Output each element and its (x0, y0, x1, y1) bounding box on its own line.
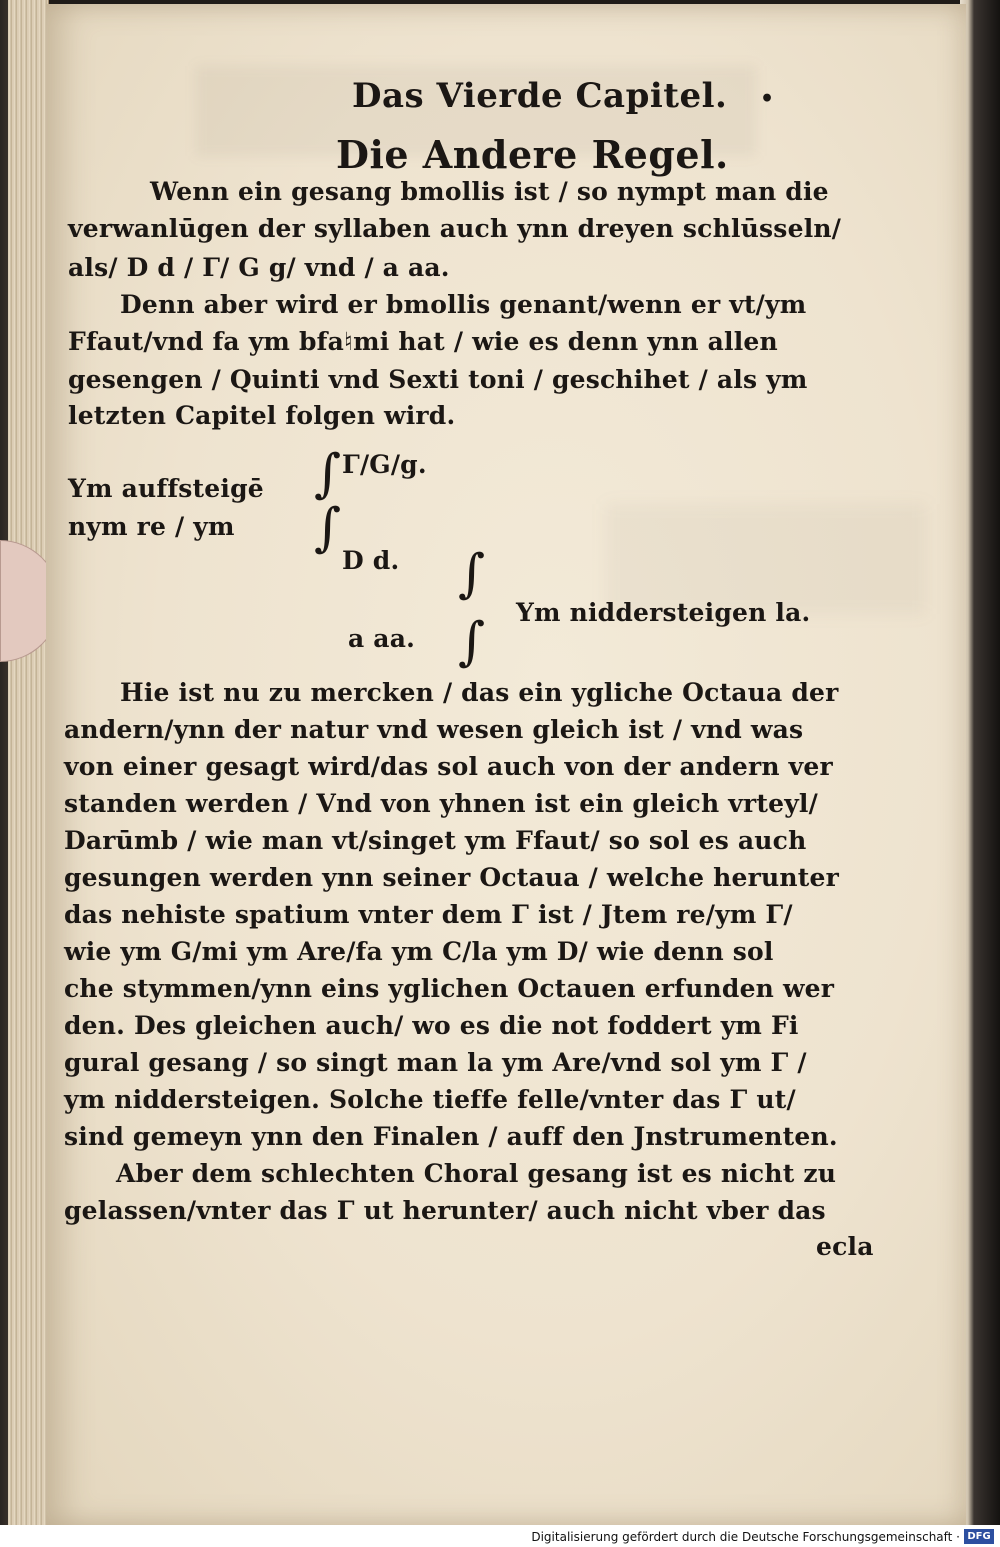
rule-heading: Die Andere Regel. (336, 132, 729, 177)
para2-line3: gesengen / Quinti vnd Sexti toni / geschihet / als ym (68, 365, 808, 394)
para3-line3: von einer gesagt wird/das sol auch von der andern ver (64, 752, 833, 781)
diagram-left-label-2: nym re / ym (68, 512, 235, 541)
diagram-lower-item: a aa. (348, 624, 416, 653)
brace-lower-left: ∫ (314, 498, 342, 558)
para2-line2: Ffaut/vnd fa ym bfa♮mi hat / wie es denn ynn allen (68, 327, 778, 356)
para3-line4: standen werden / Vnd von yhnen ist ein gleich vrteyl/ (64, 789, 818, 818)
para4-line1: Aber dem schlechten Choral gesang ist es nicht zu (116, 1159, 837, 1188)
para3-line8: wie ym G/mi ym Are/fa ym C/la ym D/ wie denn sol (64, 937, 774, 966)
para3-line1: Hie ist nu zu mercken / das ein ygliche Octaua der (120, 678, 839, 707)
book-page (46, 4, 966, 1526)
chapter-heading: Das Vierde Capitel. (352, 76, 728, 116)
para2-line1: Denn aber wird er bmollis genant/wenn er vt/ym (120, 290, 807, 319)
para3-line9: che stymmen/ynn eins yglichen Octauen erfunden wer (64, 974, 835, 1003)
footer-bar (0, 1525, 1000, 1547)
para3-line10: den. Des gleichen auch/ wo es die not foddert ym Fi (64, 1011, 799, 1040)
para1-line3: als/ D d / Γ/ G g/ vnd / a aa. (68, 253, 450, 282)
catchword: ecla (816, 1232, 874, 1261)
para2-line4: letzten Capitel folgen wird. (68, 401, 456, 430)
page-edge-right (960, 0, 1000, 1547)
footer-credit: Digitalisierung gefördert durch die Deutsche Forschungsgemeinschaft · (531, 1530, 960, 1544)
page-edges-left (8, 0, 49, 1530)
brace-upper-right: ∫ (458, 544, 486, 604)
diagram-right-label: Ym niddersteigen la. (516, 598, 811, 627)
para3-line5: Darūmb / wie man vt/singet ym Ffaut/ so sol es auch (64, 826, 807, 855)
para4-line2: gelassen/vnter das Γ ut herunter/ auch nicht vber das (64, 1196, 826, 1225)
brace-lower-right: ∫ (458, 612, 486, 672)
dfg-logo: DFG (964, 1529, 994, 1544)
diagram-upper-item: Γ/G/g. (342, 450, 427, 479)
para3-line11: gural gesang / so singt man la ym Are/vnd sol ym Γ / (64, 1048, 807, 1077)
para3-line7: das nehiste spatium vnter dem Γ ist / Jtem re/ym Γ/ (64, 900, 793, 929)
ornament-dot: • (760, 86, 775, 112)
para3-line6: gesungen werden ynn seiner Octaua / welche herunter (64, 863, 839, 892)
diagram-left-label-1: Ym auffsteigē (68, 474, 264, 503)
diagram-middle-item: D d. (342, 546, 400, 575)
para3-line2: andern/ynn der natur vnd wesen gleich ist / vnd was (64, 715, 804, 744)
para3-line12: ym niddersteigen. Solche tieffe felle/vnter das Γ ut/ (64, 1085, 796, 1114)
para3-line13: sind gemeyn ynn den Finalen / auff den Jnstrumenten. (64, 1122, 838, 1151)
brace-upper-left: ∫ (314, 444, 342, 504)
para1-line2: verwanlūgen der syllaben auch ynn dreyen schlūsseln/ (68, 214, 842, 243)
para1-line1: Wenn ein gesang bmollis ist / so nympt man die (150, 177, 829, 206)
